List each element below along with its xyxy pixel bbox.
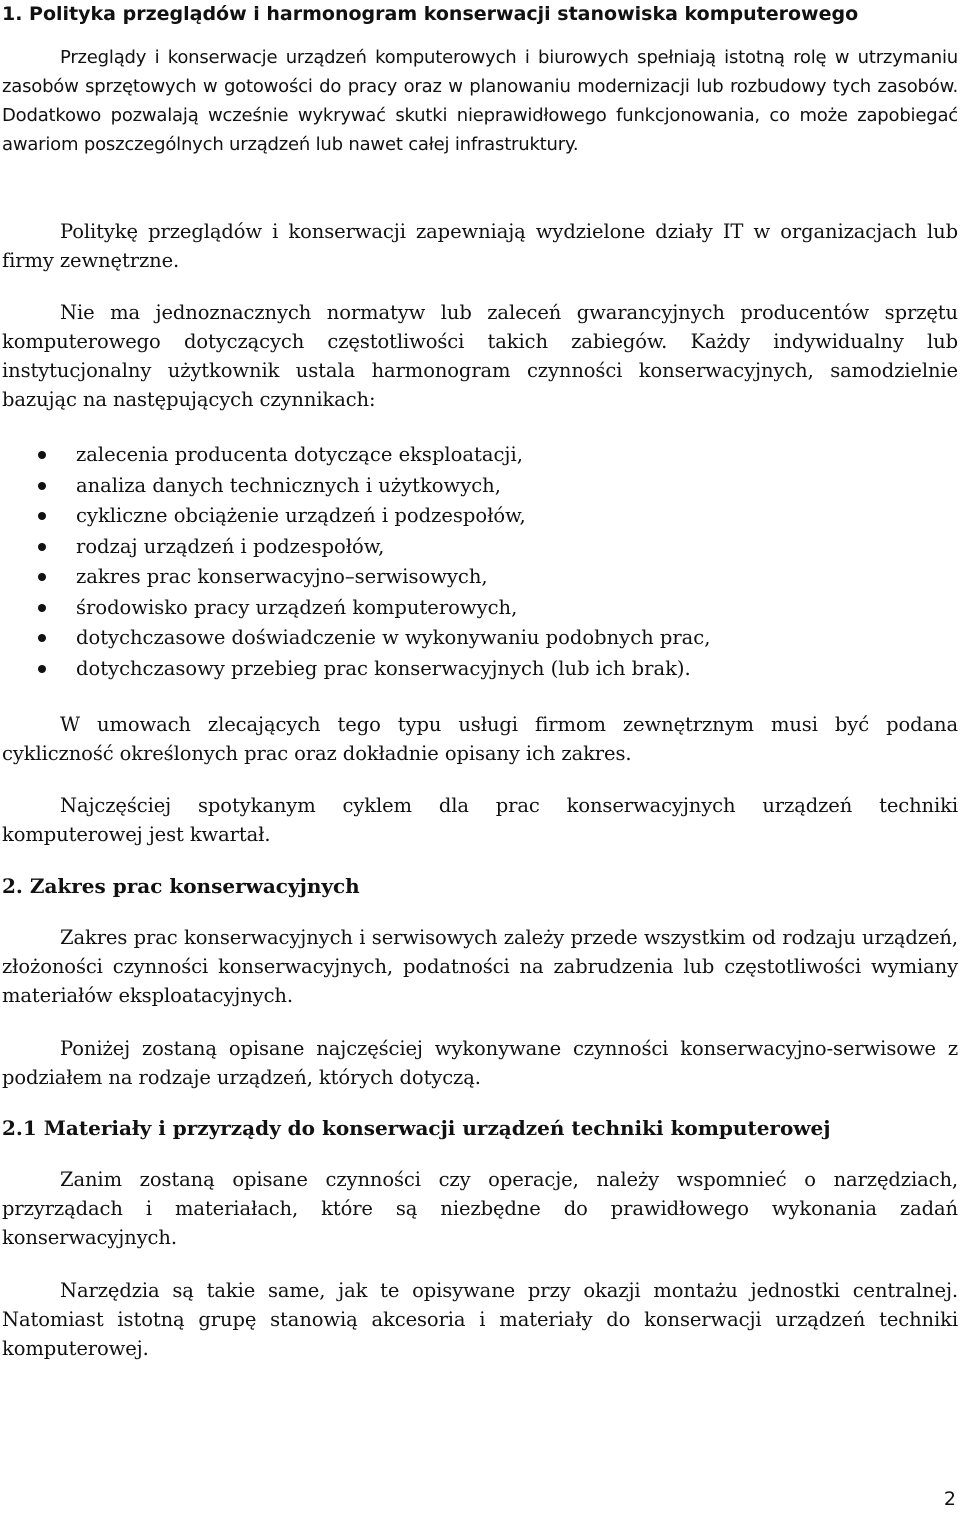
bullet-icon (38, 604, 46, 612)
section-heading-1: 1. Polityka przeglądów i harmonogram konserwacji stanowiska komputerowego (2, 3, 859, 25)
bullet-icon (38, 634, 46, 642)
list-item: zalecenia producenta dotyczące eksploatacji, (2, 440, 958, 471)
bullet-icon (38, 573, 46, 581)
section-heading-2: 2. Zakres prac konserwacyjnych (2, 874, 360, 898)
list-item: rodzaj urządzeń i podzespołów, (2, 532, 958, 563)
section-heading-2-1: 2.1 Materiały i przyrządy do konserwacji urządzeń techniki komputerowej (2, 1116, 831, 1140)
paragraph-cycle: Najczęściej spotykanym cyklem dla prac konserwacyjnych urządzeń techniki komputerowej jest kwartał. (2, 794, 958, 846)
factors-list (2, 440, 958, 684)
bullet-icon (38, 512, 46, 520)
bullet-icon (38, 451, 46, 459)
bullet-icon (38, 482, 46, 490)
paragraph-policy: Politykę przeglądów i konserwacji zapewniają wydzielone działy IT w organizacjach lub firmy zewnętrzne. (2, 220, 958, 272)
paragraph-tools-intro: Zanim zostaną opisane czynności czy operacje, należy wspomnieć o narzędziach, przyrządach i materiałach, które są niezbędne do prawidłowego wykonania zadań konserwacyjnych. (2, 1168, 958, 1249)
paragraph-contracts: W umowach zlecających tego typu usługi firmom zewnętrznym musi być podana cykliczność określonych prac oraz dokładnie opisany ich zakres. (2, 713, 958, 765)
bullet-icon (38, 543, 46, 551)
list-item: zakres prac konserwacyjno–serwisowych, (2, 562, 958, 593)
list-item: cykliczne obciążenie urządzeń i podzespołów, (2, 501, 958, 532)
paragraph-scope: Zakres prac konserwacyjnych i serwisowych zależy przede wszystkim od rodzaju urządzeń, złożoności czynności konserwacyjnych, podatności na zabrudzenia lub częstotliwości wymiany materiałów eksploatacyjnych. (2, 926, 958, 1007)
paragraph-normatives: Nie ma jednoznacznych normatyw lub zaleceń gwarancyjnych producentów sprzętu komputerowego dotyczących częstotliwości takich zabiegów. Każdy indywidualny lub instytucjonalny użytkownik ustala harmonogram czynności konserwacyjnych, samodzielnie bazując na następujących czynnikach: (2, 301, 958, 411)
paragraph-tools: Narzędzia są takie same, jak te opisywane przy okazji montażu jednostki centralnej. Natomiast istotną grupę stanowią akcesoria i materiały do konserwacji urządzeń techniki komputerowej. (2, 1279, 958, 1360)
bullet-icon (38, 665, 46, 673)
page-number: 2 (943, 1488, 956, 1510)
list-item: analiza danych technicznych i użytkowych, (2, 471, 958, 502)
list-item: dotychczasowe doświadczenie w wykonywaniu podobnych prac, (2, 623, 958, 654)
list-item: dotychczasowy przebieg prac konserwacyjnych (lub ich brak). (2, 654, 958, 685)
paragraph-below: Poniżej zostaną opisane najczęściej wykonywane czynności konserwacyjno-serwisowe z podziałem na rodzaje urządzeń, których dotyczą. (2, 1037, 958, 1089)
paragraph-intro: Przeglądy i konserwacje urządzeń komputerowych i biurowych spełniają istotną rolę w utrzymaniu zasobów sprzętowych w gotowości do pracy oraz w planowaniu modernizacji lub rozbudowy tych zasobów. Dodatkowo pozwalają wcześnie wykrywać skutki nieprawidłowego funkcjonowania, co może zapobiegać awariom poszczególnych urządzeń lub nawet całej infrastruktury. (2, 47, 958, 155)
list-item: środowisko pracy urządzeń komputerowych, (2, 593, 958, 624)
